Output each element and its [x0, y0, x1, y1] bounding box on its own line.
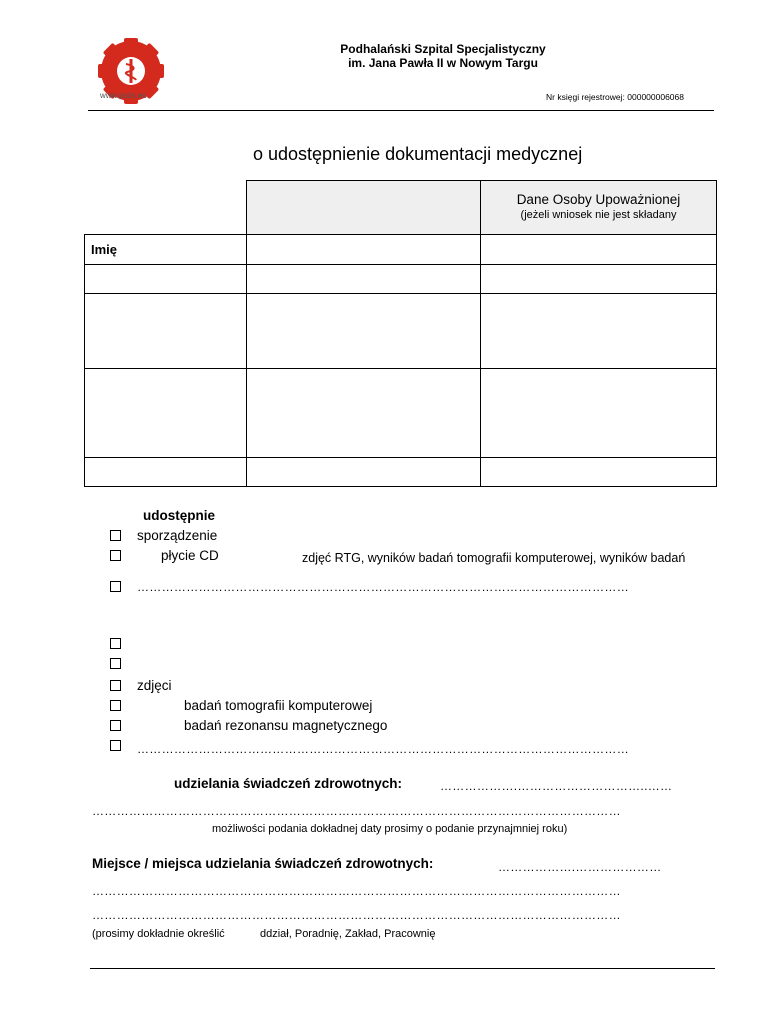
authorized-field[interactable]: [481, 458, 717, 487]
cd-label: płycie CD: [161, 548, 219, 563]
personal-data-table: [84, 180, 717, 487]
registry-number: Nr księgi rejestrowej: 000000006068: [546, 92, 684, 102]
patient-header-cell: [247, 181, 481, 235]
footer-divider: [90, 968, 715, 969]
table-row: [85, 369, 717, 458]
authorized-header-note: (jeżeli wniosek nie jest składany: [520, 209, 677, 222]
other-dots-1[interactable]: …………………………………………………………………………………………………………: [137, 580, 629, 594]
authorized-field[interactable]: [481, 294, 717, 369]
authorized-header-cell: [481, 181, 717, 235]
table-row: [85, 265, 717, 294]
mri-label: badań rezonansu magnetycznego: [184, 718, 388, 733]
place-note-end: ddział, Poradnię, Zakład, Pracownię: [260, 928, 436, 940]
patient-field[interactable]: [247, 369, 481, 458]
row-label: [85, 265, 247, 294]
table-row: [85, 294, 717, 369]
authorized-header-title: Dane Osoby Upoważnionej: [516, 192, 681, 208]
table-corner-cell: [85, 181, 247, 235]
hospital-name: Podhalański Szpital Specjalistyczny: [340, 42, 546, 56]
place-dots-2[interactable]: …………………………………………………………………………………………………………………: [92, 908, 621, 922]
patient-field[interactable]: [247, 294, 481, 369]
cd-detail: zdjęć RTG, wyników badań tomografii komputerowej, wyników badań: [302, 551, 686, 565]
period-dots-full[interactable]: …………………………………………………………………………………………………………………: [92, 804, 621, 818]
checkbox-b[interactable]: [110, 658, 121, 669]
zdjec-label: zdjęci: [137, 678, 172, 693]
zdjec-checkbox[interactable]: [110, 680, 121, 691]
cd-checkbox[interactable]: [110, 550, 121, 561]
place-note-start: (prosimy dokładnie określić: [92, 928, 225, 940]
sporzadzenie-label: sporządzenie: [137, 528, 218, 543]
period-dots-short[interactable]: ……………….…………………………..……: [440, 779, 673, 793]
tomography-label: badań tomografii komputerowej: [184, 698, 373, 713]
table-row: [85, 235, 717, 265]
row-label: [85, 369, 247, 458]
logo-url: www.pszs.eu: [100, 91, 147, 100]
other-checkbox-1[interactable]: [110, 581, 121, 592]
place-label: Miejsce / miejsca udzielania świadczeń zdrowotnych:: [92, 856, 434, 871]
mri-checkbox[interactable]: [110, 720, 121, 731]
row-label-first-name: Imię: [85, 235, 247, 265]
other-checkbox-2[interactable]: [110, 740, 121, 751]
authorized-first-name-field[interactable]: [481, 235, 717, 265]
other-dots-2[interactable]: …………………………………………………………………………………………………………: [137, 742, 629, 756]
place-dots-short[interactable]: ……………….…………………: [498, 860, 662, 874]
period-note: możliwości podania dokładnej daty prosimy o podanie przynajmniej roku): [212, 823, 568, 835]
row-label: [85, 458, 247, 487]
sporzadzenie-checkbox[interactable]: [110, 530, 121, 541]
authorized-field[interactable]: [481, 265, 717, 294]
authorized-field[interactable]: [481, 369, 717, 458]
hospital-subtitle: im. Jana Pawła II w Nowym Targu: [348, 56, 538, 70]
period-label: udzielania świadczeń zdrowotnych:: [174, 776, 403, 791]
document-title: o udostępnienie dokumentacji medycznej: [253, 144, 583, 164]
tomography-checkbox[interactable]: [110, 700, 121, 711]
options-heading: udostępnie: [143, 508, 216, 523]
place-dots-1[interactable]: …………………………………………………………………………………………………………………: [92, 884, 621, 898]
patient-field[interactable]: [247, 265, 481, 294]
patient-field[interactable]: [247, 458, 481, 487]
table-header-row: [85, 181, 717, 235]
table-row: [85, 458, 717, 487]
header-divider: [88, 110, 714, 111]
checkbox-a[interactable]: [110, 638, 121, 649]
patient-first-name-field[interactable]: [247, 235, 481, 265]
row-label: [85, 294, 247, 369]
